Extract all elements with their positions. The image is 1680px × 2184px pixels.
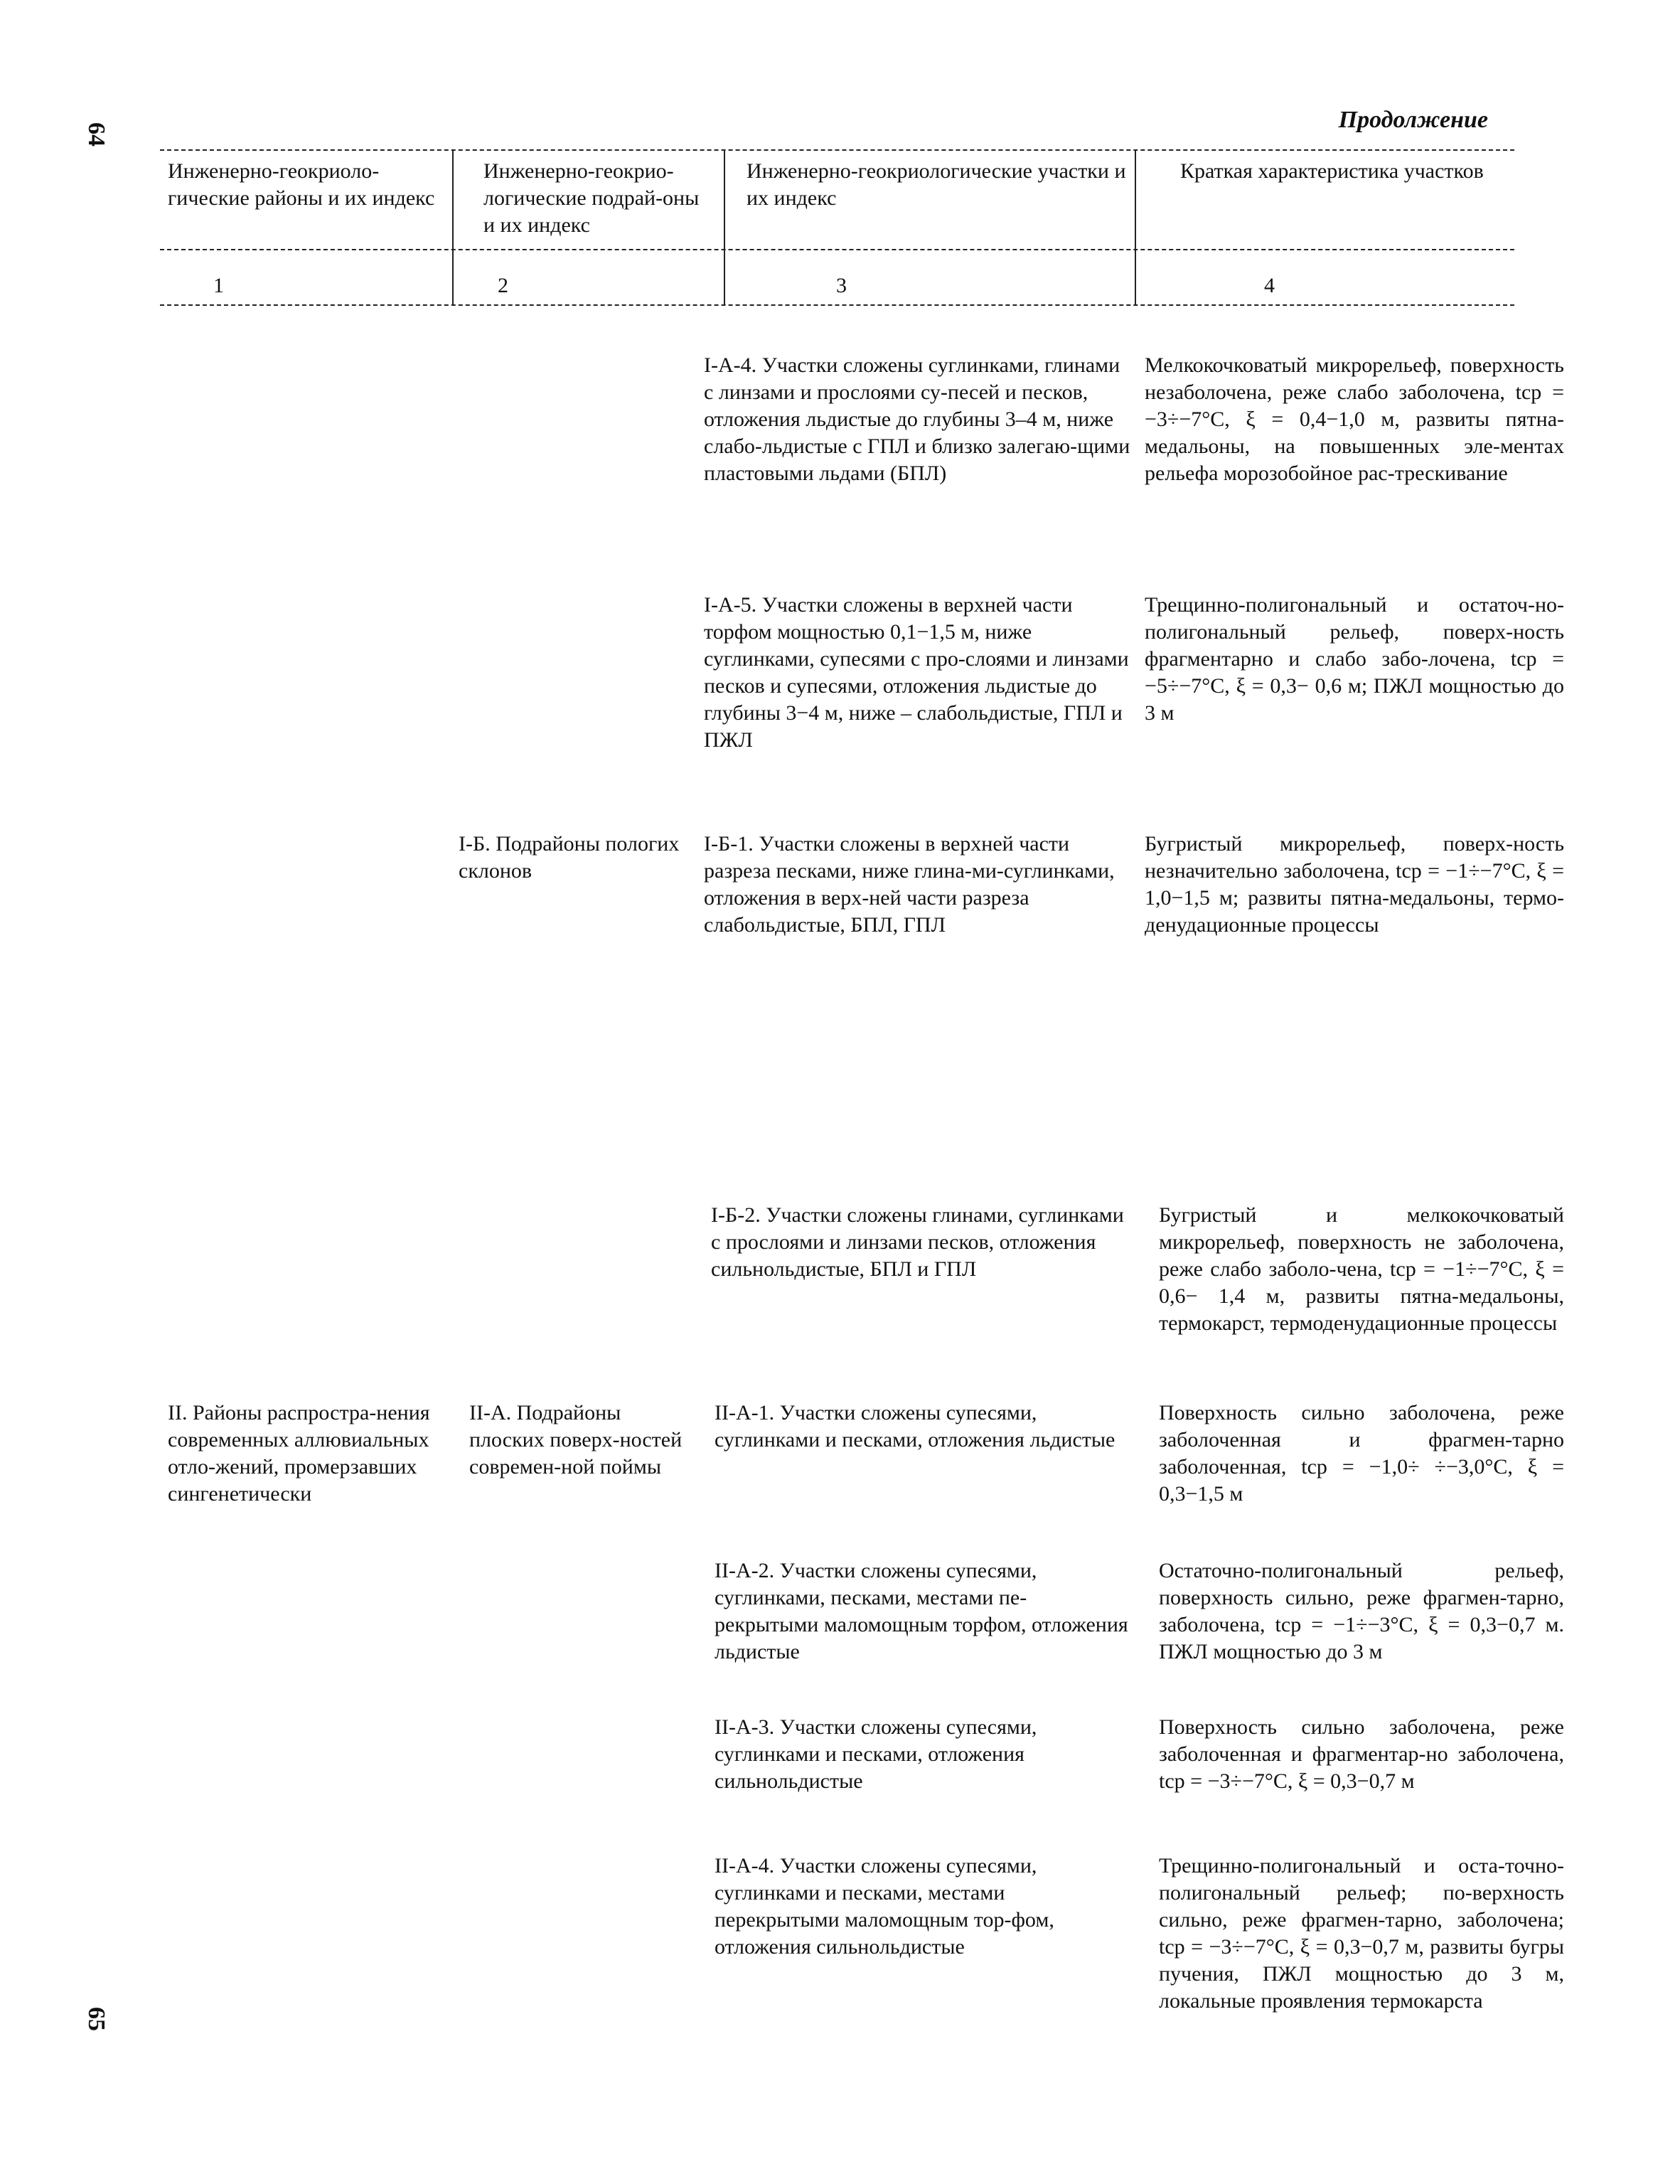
column-divider <box>1135 149 1136 304</box>
column-number: 3 <box>836 274 847 297</box>
site-description: I-А-5. Участки сложены в верхней части торфом мощностью 0,1−1,5 м, ниже суглинками, супесями с про-слоями и линзами песков и супесями, отложения льдистые до глубины 3−4 м, ниже – слабольдистые, ГПЛ и ПЖЛ <box>704 593 1129 752</box>
header-rule <box>160 249 1514 250</box>
column-number: 1 <box>213 274 224 297</box>
site-characteristics: Трещинно-полигональный и остаточ-но-полигональный рельеф, поверх-ность фрагментарно и слабо забо-лочена, tср = −5÷−7°С, ξ = 0,3− 0,6 м; ПЖЛ мощностью до 3 м <box>1145 593 1564 725</box>
header-col-regions: Инженерно-геокриоло-гические районы и их индекс <box>168 159 435 210</box>
header-col-subregions: Инженерно-геокрио-логические подрай-оны и их индекс <box>483 159 700 237</box>
site-description: I-Б-2. Участки сложены глинами, суглинками с прослоями и линзами песков, отложения сильнольдистые, БПЛ и ГПЛ <box>711 1203 1124 1281</box>
site-description: I-А-4. Участки сложены суглинками, глинами с линзами и прослоями су-песей и песков, отложения льдистые до глубины 3–4 м, ниже слабо-льдистые с ГПЛ и близко залегаю-щими пластовыми льдами (БПЛ) <box>704 353 1130 485</box>
site-characteristics: Поверхность сильно заболочена, реже заболоченная и фрагментар-но заболочена, tср = −3÷−7°С, ξ = 0,3−0,7 м <box>1159 1715 1564 1793</box>
column-divider <box>452 149 454 304</box>
continuation-label: Продолжение <box>1338 107 1488 133</box>
page-number-right: 65 <box>83 2007 109 2031</box>
page-number-left: 64 <box>83 122 109 147</box>
subregion-iia: II-А. Подрайоны плоских поверх-ностей современ-ной поймы <box>469 1401 683 1479</box>
subregion-ib: I-Б. Подрайоны пологих склонов <box>459 832 680 883</box>
site-description: I-Б-1. Участки сложены в верхней части разреза песками, ниже глина-ми-суглинками, отложения в верх-ней части разреза слабольдистые, БПЛ, ГПЛ <box>704 832 1115 937</box>
header-col-sites: Инженерно-геокриологические участки и их индекс <box>747 159 1126 210</box>
site-characteristics: Трещинно-полигональный и оста-точно-полигональный рельеф; по-верхность сильно, реже фрагмен-тарно, заболочена; tср = −3÷−7°С, ξ = 0,3−0,7 м, развиты бугры пучения, ПЖЛ мощностью до 3 м, локальные проявления термокарста <box>1159 1854 1564 2013</box>
site-characteristics: Поверхность сильно заболочена, реже заболоченная и фрагмен-тарно заболоченная, tср = −1,0÷ ÷−3,0°С, ξ = 0,3−1,5 м <box>1159 1401 1564 1506</box>
site-characteristics: Мелкокочковатый микрорельеф, поверхность незаболочена, реже слабо заболочена, tср = −3÷−7°С, ξ = 0,4−1,0 м, развиты пятна-медальоны, на повышенных эле-ментах рельефа морозобойное рас-трескивание <box>1145 353 1564 485</box>
site-description: II-А-2. Участки сложены супесями, суглинками, песками, местами пе-рекрытыми маломощным торфом, отложения льдистые <box>715 1559 1128 1663</box>
column-number: 4 <box>1264 274 1275 297</box>
site-characteristics: Бугристый и мелкокочковатый микрорельеф, поверхность не заболочена, реже слабо заболо-чена, tср = −1÷−7°С, ξ = 0,6− 1,4 м, развиты пятна-медальоны, термокарст, термоденудационные процессы <box>1159 1203 1564 1335</box>
site-description: II-А-4. Участки сложены супесями, суглинками и песками, местами перекрытыми маломощным тор-фом, отложения сильнольдистые <box>715 1854 1054 1959</box>
column-number: 2 <box>498 274 508 297</box>
site-characteristics: Бугристый микрорельеф, поверх-ность незначительно заболочена, tср = −1÷−7°С, ξ = 1,0−1,5 м; развиты пятна-медальоны, термо-денудационные процессы <box>1145 832 1564 937</box>
site-characteristics: Остаточно-полигональный рельеф, поверхность сильно, реже фрагмен-тарно, заболочена, tср = −1÷−3°С, ξ = 0,3−0,7 м. ПЖЛ мощностью до 3 м <box>1159 1559 1564 1663</box>
region-ii: II. Районы распростра-нения современных аллювиальных отло-жений, промерзавших сингенетически <box>168 1401 430 1506</box>
numbers-rule <box>160 304 1514 306</box>
site-description: II-А-1. Участки сложены супесями, суглинками и песками, отложения льдистые <box>715 1401 1115 1451</box>
table-top-rule <box>160 149 1514 151</box>
header-col-characteristics: Краткая характеристика участков <box>1180 159 1484 183</box>
column-divider <box>724 149 725 304</box>
site-description: II-А-3. Участки сложены супесями, суглинками и песками, отложения сильнольдистые <box>715 1715 1037 1793</box>
